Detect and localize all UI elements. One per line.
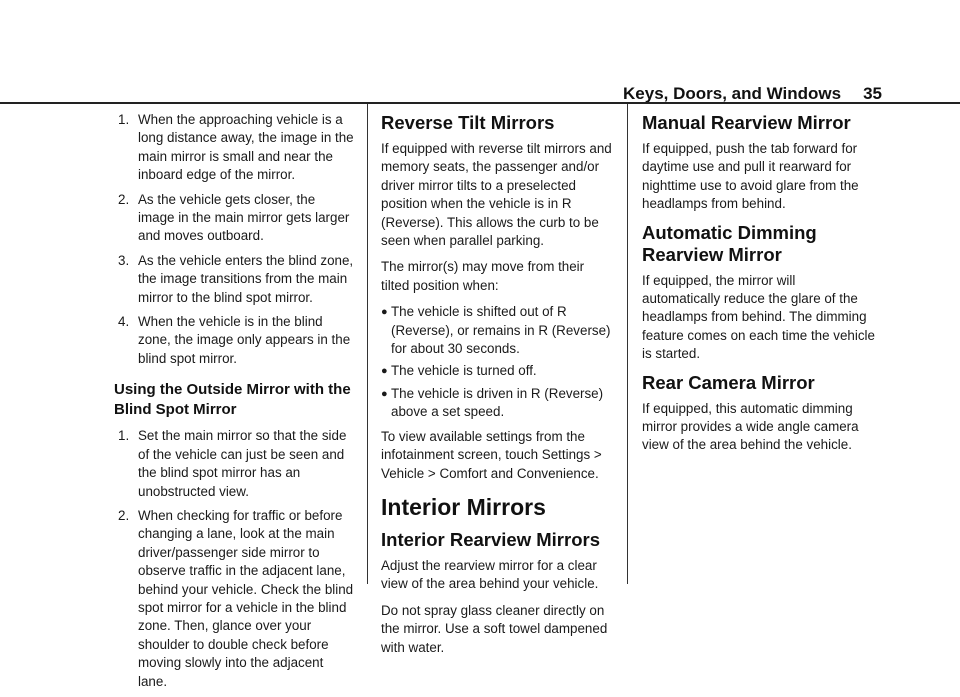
paragraph: To view available settings from the infotainment screen, touch Settings > Vehicle > Comfort and Convenience. — [381, 428, 602, 481]
list-item: ● The vehicle is turned off. — [381, 362, 613, 380]
paragraph: If equipped, this automatic dimming mirror provides a wide angle camera view of the area behind the vehicle. — [642, 400, 859, 453]
column-left — [114, 104, 354, 697]
page-header — [623, 84, 882, 104]
list-item: 4. When the vehicle is in the blind zone, the image only appears in the blind spot mirror. — [118, 314, 351, 366]
column-right — [642, 104, 876, 463]
heading-manual-rearview: Manual Rearview Mirror — [642, 112, 851, 133]
paragraph: If equipped, the mirror will automatically reduce the glare of the headlamps from behind. The dimming feature comes on each time the vehicle is started. — [642, 272, 875, 362]
column-divider — [627, 104, 628, 584]
heading-auto-dimming: Automatic Dimming Rearview Mirror — [642, 221, 817, 265]
list-item: ● The vehicle is shifted out of R (Reverse), or remains in R (Reverse) for about 30 seconds. — [381, 303, 613, 358]
paragraph: Adjust the rearview mirror for a clear view of the area behind your vehicle. — [381, 557, 599, 592]
heading-reverse-tilt: Reverse Tilt Mirrors — [381, 112, 555, 133]
list-item: 1. When the approaching vehicle is a long distance away, the image in the main mirror is small and near the inboard edge of the mirror. — [118, 112, 354, 183]
list-item: ● The vehicle is driven in R (Reverse) above a set speed. — [381, 385, 613, 422]
heading-interior-mirrors: Interior Mirrors — [381, 493, 546, 520]
heading-interior-rearview: Interior Rearview Mirrors — [381, 528, 600, 550]
subheading-blind-spot: Using the Outside Mirror with the Blind Spot Mirror — [114, 381, 351, 419]
paragraph: If equipped with reverse tilt mirrors and memory seats, the passenger and/or driver mirror tilts to a preselected position when the vehicle is in R (Reverse). This allows the curb to be seen when parallel parking. — [381, 141, 612, 249]
paragraph: The mirror(s) may move from their tilted position when: — [381, 259, 585, 293]
bullet-icon: ● — [381, 365, 388, 378]
paragraph: If equipped, push the tab forward for daytime use and pull it rearward for nighttime use to avoid glare from the headlamps from behind. — [642, 141, 859, 212]
paragraph: Do not spray glass cleaner directly on the mirror. Use a soft towel dampened with water. — [381, 602, 608, 655]
list-item: 2. As the vehicle gets closer, the image in the main mirror gets larger and moves outboard. — [118, 191, 350, 244]
column-divider — [367, 104, 368, 584]
heading-rear-camera: Rear Camera Mirror — [642, 371, 815, 393]
steps-list-bottom — [114, 427, 354, 691]
list-item: 1. Set the main mirror so that the side of the vehicle can just be seen and the blind spot mirror has an unobstructed view. — [118, 428, 347, 499]
column-middle — [381, 104, 613, 665]
list-item: 3. As the vehicle enters the blind zone, the image transitions from the main mirror to the blind spot mirror. — [118, 252, 354, 305]
steps-list-top — [114, 111, 354, 368]
bullet-list — [381, 303, 613, 421]
list-item: 2. When checking for traffic or before changing a lane, look at the main driver/passenger side mirror to observe traffic in the adjacent lane, behind your vehicle. Check the blind spot mirror for a vehicle in the blind zone. Then, glance over your shoulder to double check before moving slowly into the adjacent lane. — [118, 507, 354, 689]
bullet-icon: ● — [381, 387, 388, 400]
bullet-icon: ● — [381, 306, 388, 319]
page-number: 35 — [863, 84, 882, 103]
section-title: Keys, Doors, and Windows — [623, 84, 842, 103]
